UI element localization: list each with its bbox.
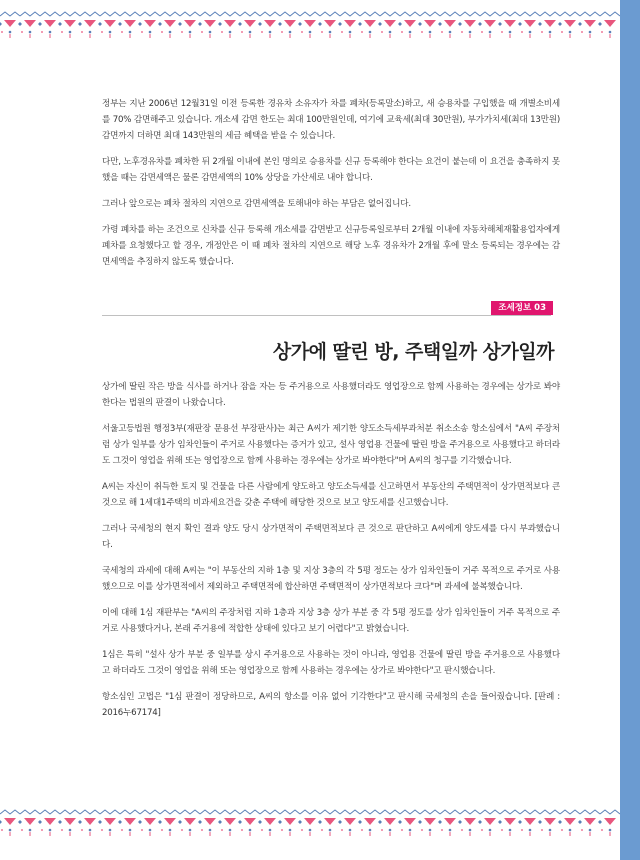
intro-paragraph: 다만, 노후경유차를 폐차한 뒤 2개월 이내에 본인 명의로 승용차를 신규 등록해야 한다는 요건이 붙는데 이 요건을 충족하지 못했을 때는 감면세액은 물론 감면세액의 10% 상당을 가산세로 내야 합니다. <box>102 157 560 183</box>
intro-paragraph: 정부는 지난 2006년 12월31일 이전 등록한 경유차 소유자가 차를 폐차(등록말소)하고, 새 승용차를 구입했을 때 개별소비세를 70% 감면해주고 있습니다. 개소세 감면 한도는 최대 100만원인데, 여기에 교육세(최대 30만원), 부가가치세(최대 13만원) 감면까지 더하면 최대 143만원의 세금 혜택을 받을 수 있습니다. <box>102 99 560 141</box>
body-paragraph: 이에 대해 1심 재판부는 "A씨의 주장처럼 지하 1층과 지상 3층 상가 부분 중 각 5평 정도를 상가 임차인들이 거주 목적으로 주거로 사용했다거나, 본래 주거용에 적합한 상태에 있다고 보기 어렵다"고 밝혔습니다. <box>102 608 560 634</box>
top-decorative-border <box>0 10 620 40</box>
body-paragraph: 1심은 특히 "설사 상가 부분 중 일부를 상시 주거용으로 사용하는 것이 아니라, 영업용 건물에 딸린 방을 주거용으로 사용했다고 하더라도 그것이 영업을 위해 또는 영업장으로 함께 사용하는 경우에는 상가로 봐야한다"고 판시했습니다. <box>102 650 560 676</box>
section-tag: 조세정보 03 <box>491 301 553 315</box>
section-divider <box>102 301 551 316</box>
article-body <box>102 379 560 731</box>
intro-section <box>102 96 560 280</box>
body-paragraph: 서울고등법원 행정3부(재판장 문용선 부장판사)는 최근 A씨가 제기한 양도소득세부과처분 취소소송 항소심에서 "A씨 주장처럼 상가 일부를 상가 임차인들이 주거로 사용했다는 증거가 있고, 설사 영업용 건물에 딸린 방을 주거용으로 사용했다고 하더라도 그것이 영업을 위해 또는 영업장으로 함께 사용하는 경우에는 상가로 봐야한다"며 A씨의 청구를 기각했습니다. <box>102 424 560 466</box>
body-paragraph: 국세청의 과세에 대해 A씨는 "이 부동산의 지하 1층 및 지상 3층의 각 5평 정도는 상가 임차인들이 거주 목적으로 주거로 사용했으므로 이를 상가면적에서 제외하고 주택면적에 합산하면 주택면적이 상가면적보다 크다"며 과세에 불복했습니다. <box>102 566 560 592</box>
body-paragraph: A씨는 자신이 취득한 토지 및 건물을 다른 사람에게 양도하고 양도소득세를 신고하면서 부동산의 주택면적이 상가면적보다 큰 것으로 해 1세대1주택의 비과세요건을 갖춘 주택에 해당한 것으로 보고 양도세를 신고했습니다. <box>102 482 560 508</box>
intro-paragraph: 가령 폐차를 하는 조건으로 신차를 신규 등록해 개소세를 감면받고 신규등록일로부터 2개월 이내에 자동차해체재활용업자에게 폐차를 요청했다고 할 경우, 개정안은 이 때 폐차 절차의 지연으로 해당 노후 경유차가 2개월 후에 말소 등록되는 경우에는 감면세액을 추징하지 않도록 했습니다. <box>102 225 560 267</box>
intro-paragraph: 그러나 앞으로는 폐차 절차의 지연으로 감면세액을 토해내야 하는 부담은 없어집니다. <box>102 199 411 209</box>
body-paragraph: 항소심인 고법은 "1심 판결이 정당하므로, A씨의 항소를 이유 없어 기각한다"고 판시해 국세청의 손을 들어줬습니다. [판례 : 2016누67174] <box>102 692 560 718</box>
article-title: 상가에 딸린 방, 주택일까 상가일까 <box>272 341 554 363</box>
body-paragraph: 그러나 국세청의 현지 확인 결과 양도 당시 상가면적이 주택면적보다 큰 것으로 판단하고 A씨에게 양도세를 다시 부과했습니다. <box>102 524 560 550</box>
body-paragraph: 상가에 딸린 작은 방을 식사를 하거나 잠을 자는 등 주거용으로 사용했더라도 영업장으로 함께 사용하는 경우에는 상가로 봐야한다는 법원의 판결이 나왔습니다. <box>102 382 560 408</box>
bottom-decorative-border <box>0 808 620 838</box>
